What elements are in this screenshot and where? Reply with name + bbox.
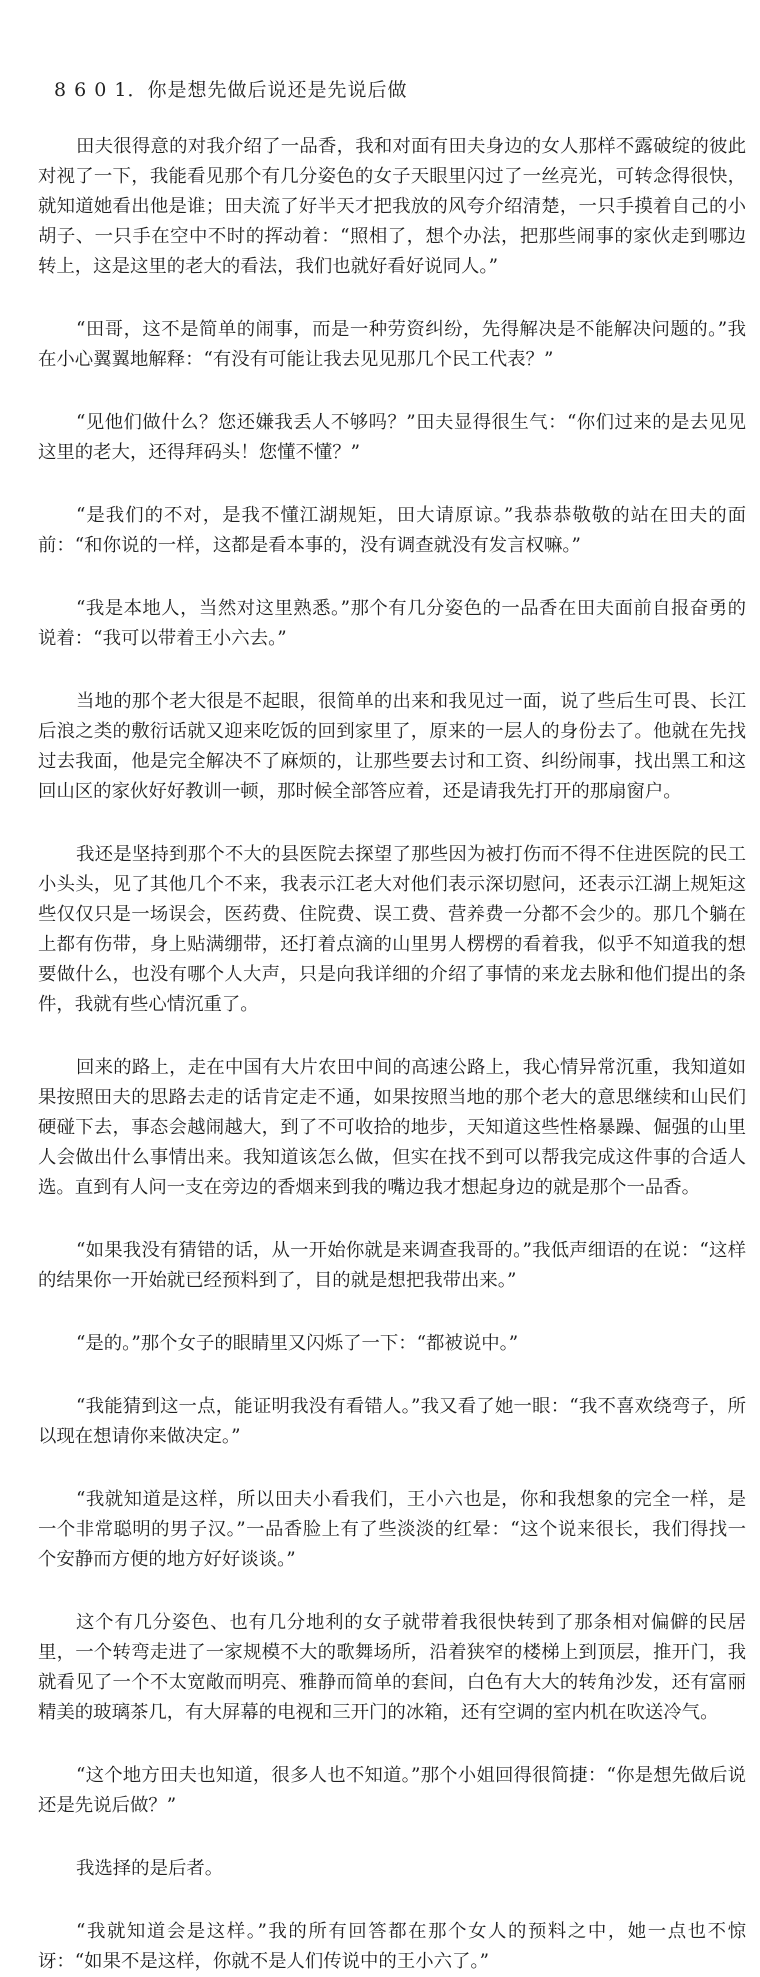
paragraph: “田哥，这不是简单的闹事，而是一种劳资纠纷，先得解决是不能解决问题的。”我在小心翼翼地解释：“有没有可能让我去见见那几个民工代表？”	[38, 319, 746, 370]
paragraph: 我选择的是后者。	[76, 1858, 224, 1879]
paragraph: 当地的那个老大很是不起眼，很简单的出来和我见过一面，说了些后生可畏、长江后浪之类的敷衍话就又迎来吃饭的回到家里了，原来的一层人的身份去了。他就在先找过去我面，他是完全解决不了麻烦的，让那些要去讨和工资、纠纷闹事，找出黑工和这回山区的家伙好好教训一顿，那时候全部答应着，还是请我先打开的那扇窗户。	[38, 691, 746, 802]
paragraph: “我就知道会是这样。”我的所有回答都在那个女人的预料之中，她一点也不惊讶：“如果不是这样，你就不是人们传说中的王小六了。”	[38, 1921, 746, 1972]
paragraph: “见他们做什么？您还嫌我丢人不够吗？”田夫显得很生气：“你们过来的是去见见这里的老大，还得拜码头！您懂不懂？”	[38, 412, 746, 463]
body-text	[38, 132, 746, 1977]
paragraph: “我就知道是这样，所以田夫小看我们，王小六也是，你和我想象的完全一样，是一个非常聪明的男子汉。”一品香脸上有了些淡淡的红晕：“这个说来很长，我们得找一个安静而方便的地方好好谈谈。”	[38, 1489, 746, 1570]
paragraph: 这个有几分姿色、也有几分地利的女子就带着我很快转到了那条相对偏僻的民居里，一个转弯走进了一家规模不大的歌舞场所，沿着狭窄的楼梯上到顶层，推开门，我就看见了一个不太宽敞而明亮、雅静而简单的套间，白色有大大的转角沙发，还有富丽精美的玻璃茶几，有大屏幕的电视和三开门的冰箱，还有空调的室内机在吹送冷气。	[38, 1612, 746, 1723]
paragraph: “是我们的不对，是我不懂江湖规矩，田大请原谅。”我恭恭敬敬的站在田夫的面前：“和你说的一样，这都是看本事的，没有调查就没有发言权嘛。”	[38, 505, 746, 556]
paragraph: “这个地方田夫也知道，很多人也不知道。”那个小姐回得很简捷：“你是想先做后说还是先说后做？”	[38, 1765, 746, 1816]
paragraph: 我还是坚持到那个不大的县医院去探望了那些因为被打伤而不得不住进医院的民工小头头，见了其他几个不来，我表示江老大对他们表示深切慰问，还表示江湖上规矩这些仅仅只是一场误会，医药费、住院费、误工费、营养费一分都不会少的。那几个躺在上都有伤带，身上贴满绷带，还打着点滴的山里男人楞楞的看着我，似乎不知道我的想要做什么，也没有哪个人大声，只是向我详细的介绍了事情的来龙去脉和他们提出的条件，我就有些心情沉重了。	[38, 844, 746, 1015]
paragraph: “我是本地人，当然对这里熟悉。”那个有几分姿色的一品香在田夫面前自报奋勇的说着：“我可以带着王小六去。”	[38, 598, 746, 649]
paragraph: “如果我没有猜错的话，从一开始你就是来调查我哥的。”我低声细语的在说：“这样的结果你一开始就已经预料到了，目的就是想把我带出来。”	[38, 1240, 746, 1291]
section-heading: 8 6 0 1．你是想先做后说还是先说后做	[54, 79, 408, 101]
paragraph: “我能猜到这一点，能证明我没有看错人。”我又看了她一眼：“我不喜欢绕弯子，所以现在想请你来做决定。”	[38, 1396, 746, 1447]
paragraph: “是的。”那个女子的眼睛里又闪烁了一下：“都被说中。”	[76, 1333, 519, 1354]
paragraph: 回来的路上，走在中国有大片农田中间的高速公路上，我心情异常沉重，我知道如果按照田夫的思路去走的话肯定走不通，如果按照当地的那个老大的意思继续和山民们硬碰下去，事态会越闹越大，到了不可收拾的地步，天知道这些性格暴躁、倔强的山里人会做出什么事情出来。我知道该怎么做，但实在找不到可以帮我完成这件事的合适人选。直到有人问一支在旁边的香烟来到我的嘴边我才想起身边的就是那个一品香。	[38, 1057, 746, 1198]
paragraph: 田夫很得意的对我介绍了一品香，我和对面有田夫身边的女人那样不露破绽的彼此对视了一下，我能看见那个有几分姿色的女子天眼里闪过了一丝亮光，可转念得很快，就知道她看出他是谁；田夫流了好半天才把我放的风夸介绍清楚，一只手摸着自己的小胡子、一只手在空中不时的挥动着：“照相了，想个办法，把那些闹事的家伙走到哪边转上，这是这里的老大的看法，我们也就好看好说同人。”	[38, 136, 746, 277]
